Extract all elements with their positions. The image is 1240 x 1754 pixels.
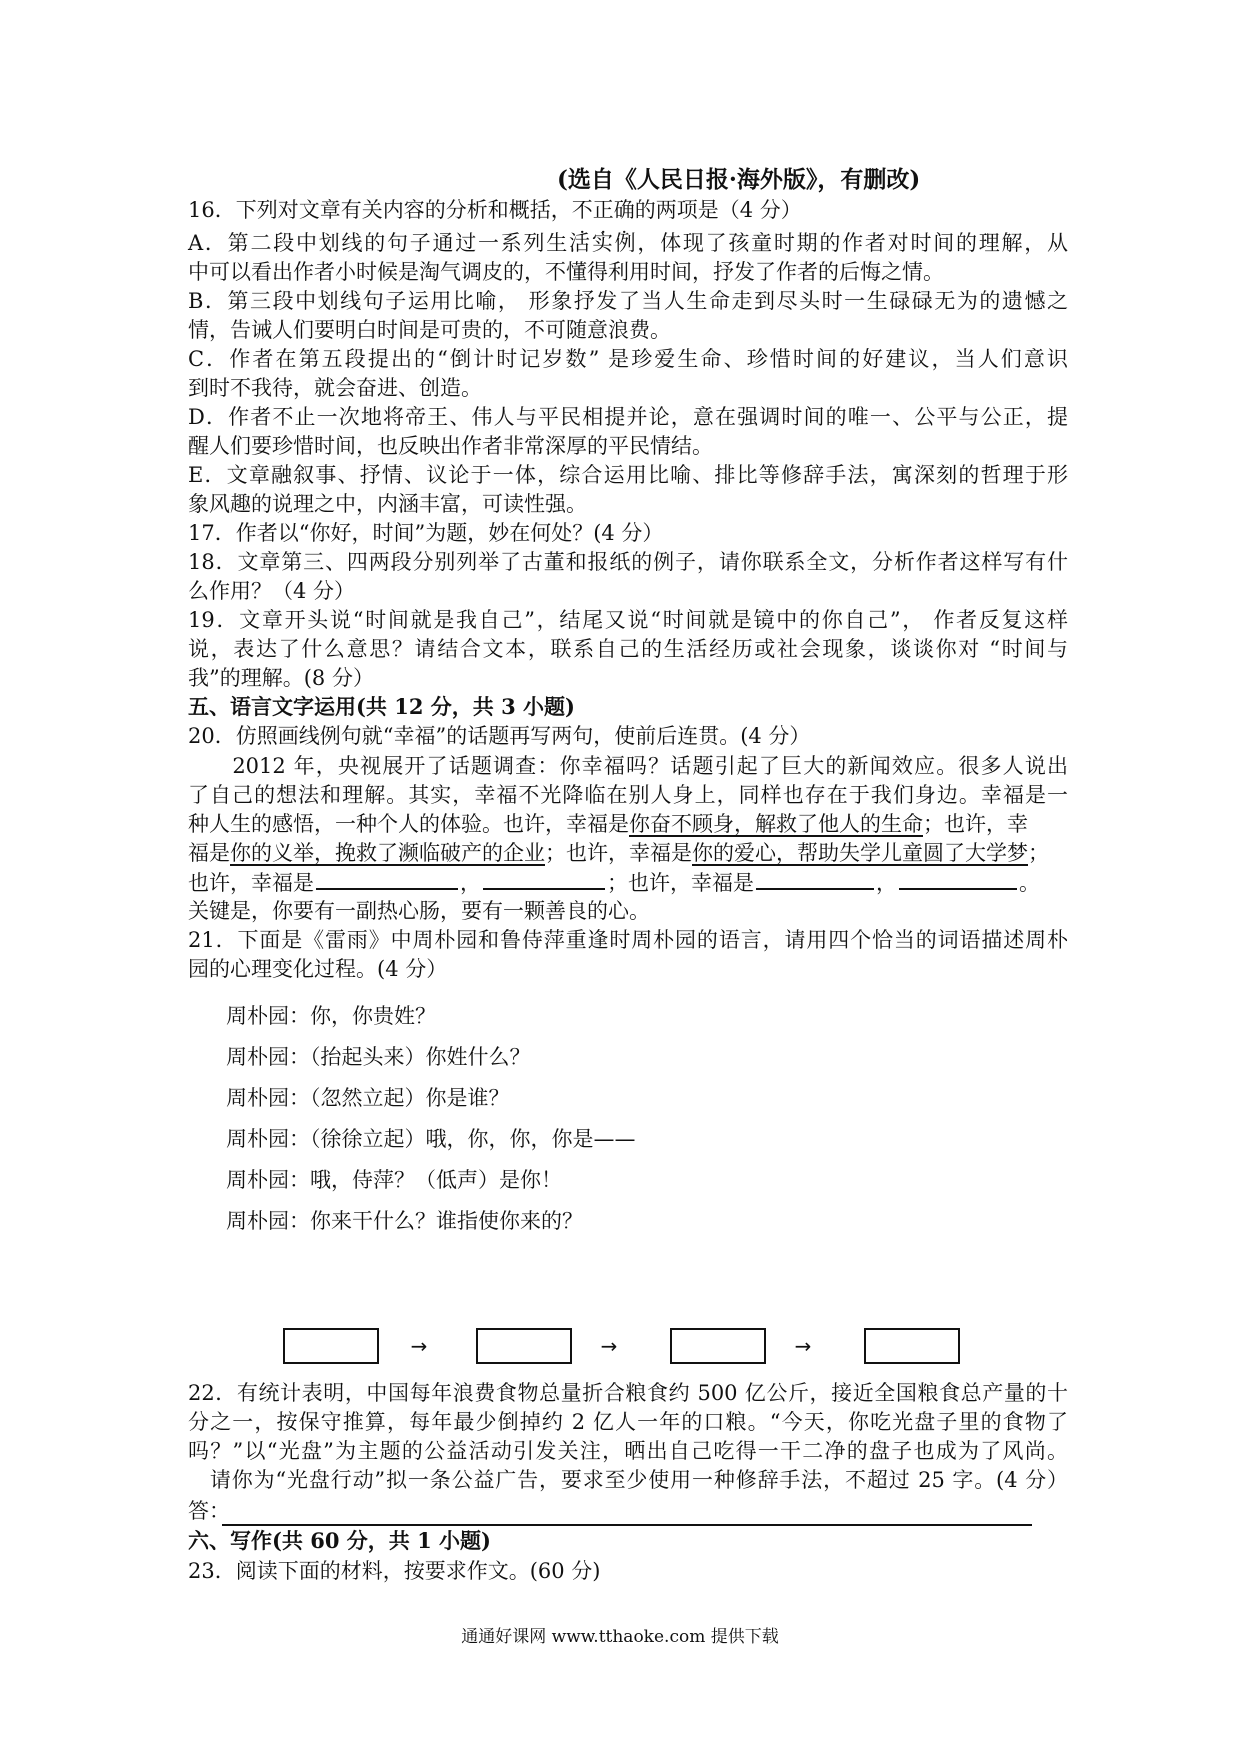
q16-option-c-line2: 到时不我待，就会奋进、创造。 xyxy=(188,376,482,400)
arrow-right-icon: → xyxy=(794,1334,812,1358)
q20-text: 也许，幸福是 xyxy=(188,871,314,895)
page-footer: 通通好课网 www.tthaoke.com 提供下载 xyxy=(461,1627,779,1647)
q21-answer-box-2[interactable] xyxy=(476,1328,572,1364)
q21-dialog-line: 周朴园：哦，侍萍？（低声）是你！ xyxy=(226,1168,562,1192)
q20-passage-line3 xyxy=(188,808,1068,840)
arrow-right-icon: → xyxy=(410,1334,428,1358)
question-22-line3: 吗？”以“光盘”为主题的公益活动引发关注，晒出自己吃得一干二净的盘子也成为了风尚。 xyxy=(188,1439,1068,1463)
q22-answer-label: 答： xyxy=(188,1499,230,1523)
q16-option-b-line1: B．第三段中划线句子运用比喻， 形象抒发了当人生命走到尽头时一生碌碌无为的遗憾之 xyxy=(188,289,1068,313)
question-23: 23．阅读下面的材料，按要求作文。(60 分) xyxy=(188,1559,601,1583)
arrow-right-icon: → xyxy=(600,1334,618,1358)
q21-dialog-line: 周朴园：（抬起头来）你姓什么？ xyxy=(226,1045,531,1069)
q16-stem-part2: 的两项是（4 分） xyxy=(634,198,802,222)
q16-option-e-line1: E．文章融叙事、抒情、议论于一体，综合运用比喻、排比等修辞手法，寓深刻的哲理于形 xyxy=(188,463,1068,487)
q21-answer-flow xyxy=(283,1328,963,1368)
q16-option-b-line2: 情，告诫人们要明白时间是可贵的，不可随意浪费。 xyxy=(188,318,671,342)
question-21-line2: 园的心理变化过程。(4 分） xyxy=(188,957,448,981)
question-17: 17．作者以“你好，时间”为题，妙在何处？(4 分） xyxy=(188,521,664,545)
q20-passage-line6: 关键是，你要有一副热心肠，要有一颗善良的心。 xyxy=(188,899,650,923)
section-5-heading: 五、语言文字运用(共 12 分，共 3 小题) xyxy=(188,694,575,719)
question-18-line1: 18．文章第三、四两段分别列举了古董和报纸的例子，请你联系全文，分析作者这样写有什 xyxy=(188,550,1068,574)
q20-text: ， xyxy=(876,871,897,895)
question-20-stem: 20．仿照画线例句就“幸福”的话题再写两句，使前后连贯。(4 分） xyxy=(188,724,811,748)
q21-answer-box-3[interactable] xyxy=(670,1328,766,1364)
question-21-line1: 21．下面是《雷雨》中周朴园和鲁侍萍重逢时周朴园的语言，请用四个恰当的词语描述周朴 xyxy=(188,928,1068,952)
q16-stem-part1: 16．下列对文章有关内容的分析和概括， xyxy=(188,198,572,222)
q20-example-sentence-1: 你奋不顾身，解救了他人的生命 xyxy=(629,812,923,836)
q16-option-d-line2: 醒人们要珍惜时间，也反映出作者非常深厚的平民情结。 xyxy=(188,434,713,458)
q21-answer-box-1[interactable] xyxy=(283,1328,379,1364)
question-22-line1: 22．有统计表明，中国每年浪费食物总量折合粮食约 500 亿公斤，接近全国粮食总产量的十 xyxy=(188,1381,1068,1405)
q16-option-e-line2: 象风趣的说理之中，内涵丰富，可读性强。 xyxy=(188,492,587,516)
q16-option-a-line2: 中可以看出作者小时候是淘气调皮的，不懂得利用时间，抒发了作者的后悔之情。 xyxy=(188,260,944,284)
q20-text: ；也许，幸福是 xyxy=(545,841,692,865)
q20-answer-blank-1[interactable] xyxy=(316,866,458,890)
q21-dialog-line: 周朴园：你来干什么？谁指使你来的？ xyxy=(226,1209,583,1233)
q20-answer-blank-4[interactable] xyxy=(899,866,1017,890)
section-6-heading: 六、写作(共 60 分，共 1 小题) xyxy=(188,1528,491,1553)
q20-text: 福是 xyxy=(188,841,230,865)
q16-emphasis-char-3: 确 xyxy=(613,198,635,222)
q20-answer-blank-2[interactable] xyxy=(483,866,605,890)
q16-option-a-line1: A．第二段中划线的句子通过一系列生活实例，体现了孩童时期的作者对时间的理解，从 xyxy=(188,231,1068,255)
q20-answer-blank-3[interactable] xyxy=(756,866,874,890)
q20-passage-line2: 了自己的想法和理解。其实，幸福不光降临在别人身上，同样也存在于我们身边。幸福是一 xyxy=(188,783,1068,807)
q20-text: ， xyxy=(460,871,481,895)
q20-example-sentence-3: 你的爱心，帮助失学儿童圆了大学梦 xyxy=(692,841,1028,865)
q20-passage-line4 xyxy=(188,837,1068,869)
q16-emphasis-char-2: 正 xyxy=(592,198,614,222)
q16-option-d-line1: D．作者不止一次地将帝王、伟人与平民相提并论，意在强调时间的唯一、公平与公正，提 xyxy=(188,405,1068,429)
q21-dialog-line: 周朴园：（忽然立起）你是谁？ xyxy=(226,1086,510,1110)
q20-example-sentence-2: 你的义举，挽救了濒临破产的企业 xyxy=(230,841,545,865)
q20-text: ；也许，幸 xyxy=(923,812,1028,836)
q16-option-c-line1: C．作者在第五段提出的“倒计时记岁数” 是珍爱生命、珍惜时间的好建议，当人们意识 xyxy=(188,347,1068,371)
question-22-line2: 分之一，按保守推算，每年最少倒掉约 2 亿人一年的口粮。“今天，你吃光盘子里的食物了 xyxy=(188,1410,1068,1434)
q20-text: ；也许，幸福是 xyxy=(607,871,754,895)
q20-text: 。 xyxy=(1019,871,1040,895)
question-16-stem xyxy=(188,194,1068,226)
question-19-line3: 我”的理解。(8 分） xyxy=(188,666,374,690)
q20-passage-line1: 2012 年，央视展开了话题调查：你幸福吗？话题引起了巨大的新闻效应。很多人说出 xyxy=(188,754,1068,778)
question-19-line1: 19．文章开头说“时间就是我自己”，结尾又说“时间就是镜中的你自己”， 作者反复这样 xyxy=(188,608,1068,632)
q20-text: 种人生的感悟，一种个人的体验。也许，幸福是 xyxy=(188,812,629,836)
question-18-line2: 么作用？（4 分） xyxy=(188,579,356,603)
q21-answer-box-4[interactable] xyxy=(864,1328,960,1364)
q21-dialog-line: 周朴园：你，你贵姓？ xyxy=(226,1004,436,1028)
article-source: (选自《人民日报·海外版》，有删改) xyxy=(557,166,921,193)
q20-text: ； xyxy=(1028,841,1049,865)
question-22-line4: 请你为“光盘行动”拟一条公益广告，要求至少使用一种修辞手法，不超过 25 字。(4 分） xyxy=(188,1468,1068,1492)
q21-dialog-line: 周朴园：（徐徐立起）哦，你，你，你是—— xyxy=(226,1127,636,1151)
q16-emphasis-char-1: 不 xyxy=(571,198,593,222)
question-19-line2: 说，表达了什么意思？请结合文本，联系自己的生活经历或社会现象，谈谈你对 “时间与 xyxy=(188,637,1068,661)
